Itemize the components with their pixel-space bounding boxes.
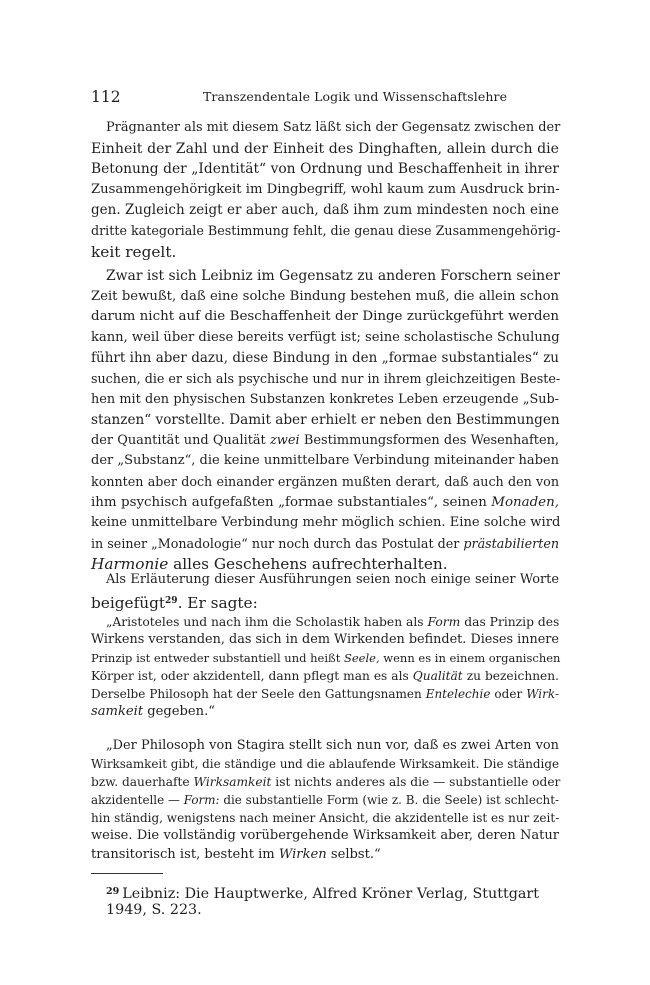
footnote-text: Leibniz: Die Hauptwerke, Alfred Kröner Verlag, Stuttgart 1949, S. 223. bbox=[106, 886, 539, 918]
footnote bbox=[106, 886, 560, 918]
text-run: Körper ist, oder akzidentell, dann pflegt man es als bbox=[91, 669, 413, 684]
paragraph-3 bbox=[91, 570, 559, 613]
text-run: alles Geschehens aufrechterhalten. bbox=[168, 555, 448, 574]
page-header bbox=[91, 88, 559, 108]
emphasis: Form bbox=[427, 615, 461, 629]
text-run: wenn es in einem organischen bbox=[379, 651, 561, 666]
text-run: Prinzip ist entweder substantiell und heißt bbox=[91, 651, 344, 666]
text-line: führt ihn aber dazu, diese Bindung in den „formae substantiales“ zu bbox=[91, 350, 559, 367]
text-run: das Prinzip des bbox=[460, 615, 560, 629]
text-run: transitorisch ist, besteht im bbox=[91, 846, 279, 862]
text-line: kann, weil über diese bereits verfügt ist; seine scholastische Schulung bbox=[91, 329, 560, 345]
text-line: „Der Philosoph von Stagira stellt sich nun vor, daß es zwei Arten von bbox=[106, 738, 559, 753]
footnote-reference[interactable]: 29 bbox=[165, 595, 178, 606]
text-line bbox=[91, 591, 559, 614]
text-line: Wirkens verstanden, das sich in dem Wirkenden befindet. Dieses innere bbox=[91, 632, 559, 648]
paragraph-1 bbox=[91, 118, 559, 262]
emphasis: Wirken bbox=[278, 846, 327, 862]
emphasis: prästabilierten bbox=[463, 535, 559, 551]
footnote-divider bbox=[91, 873, 163, 874]
text-line bbox=[91, 667, 559, 685]
block-quote-2 bbox=[91, 737, 559, 864]
text-run: bzw. dauerhafte bbox=[91, 775, 194, 790]
text-line: Als Erläuterung dieser Ausführungen seien noch einige seiner Worte bbox=[106, 572, 559, 587]
text-run: in seiner „Monadologie“ nur noch durch das Postulat der bbox=[91, 535, 464, 551]
text-line bbox=[91, 649, 559, 667]
text-line: stanzen“ vorstellte. Damit aber erhielt er neben den Bestimmungen bbox=[91, 412, 560, 429]
emphasis: Form: bbox=[183, 793, 220, 808]
text-line: Betonung der „Identität“ von Ordnung und Beschaffenheit in ihrer bbox=[91, 161, 559, 178]
text-line bbox=[91, 685, 559, 703]
text-line bbox=[91, 773, 559, 791]
emphasis: zwei bbox=[270, 432, 300, 448]
text-line: keit regelt. bbox=[91, 242, 177, 261]
text-line: gen. Zugleich zeigt er aber auch, daß ihm zum mindesten noch eine bbox=[91, 202, 559, 219]
text-line bbox=[91, 431, 559, 452]
text-line: Zusammengehörigkeit im Dingbegriff, wohl kaum zum Ausdruck brin- bbox=[91, 181, 560, 197]
text-line: keine unmittelbare Verbindung mehr möglich schien. Eine solche wird bbox=[91, 515, 561, 531]
emphasis: Harmonie bbox=[91, 555, 169, 574]
text-run: ihm psychisch aufgefaßten „formae substantiales“, seinen bbox=[91, 494, 492, 510]
text-line: Zwar ist sich Leibniz im Gegensatz zu anderen Forschern seiner bbox=[106, 268, 560, 284]
emphasis: samkeit bbox=[91, 704, 144, 720]
text-run: der Quantität und Qualität bbox=[91, 432, 271, 448]
emphasis: Wirk- bbox=[526, 687, 559, 702]
text-run: selbst.“ bbox=[326, 846, 381, 862]
text-run: . Er sagte: bbox=[177, 593, 258, 612]
emphasis: Monaden, bbox=[491, 494, 559, 510]
text-run: ist nichts anderes als die — substantielle oder bbox=[271, 775, 561, 790]
text-run: Bestimmungsformen des Wesenhaften, bbox=[299, 432, 560, 448]
text-line: darum nicht auf die Beschaffenheit der Dinge zurückgeführt werden bbox=[91, 309, 559, 325]
emphasis: Wirksamkeit bbox=[193, 775, 272, 790]
footnote-number: 29 bbox=[106, 886, 120, 897]
text-line bbox=[91, 791, 559, 809]
text-line: Einheit der Zahl und der Einheit des Dinghaften, allein durch die bbox=[91, 140, 559, 157]
text-line bbox=[91, 846, 559, 864]
text-line bbox=[91, 703, 559, 721]
text-line: hin ständig, wenigstens nach meiner Ansicht, die akzidentelle ist es nur zeit- bbox=[91, 811, 560, 826]
text-line: weise. Die vollständig vorübergehende Wirksamkeit aber, deren Natur bbox=[91, 828, 559, 844]
text-run: „Aristoteles und nach ihm die Scholastik haben als bbox=[106, 615, 428, 629]
text-line: suchen, die er sich als psychische und nur in ihrem gleichzeitigen Beste- bbox=[91, 370, 561, 386]
text-line: Zeit bewußt, daß eine solche Bindung bestehen muß, die allein schon bbox=[91, 288, 559, 304]
text-line: Prägnanter als mit diesem Satz läßt sich der Gegensatz zwischen der bbox=[106, 120, 561, 135]
text-line: dritte kategoriale Bestimmung fehlt, die genau diese Zusammengehörig- bbox=[91, 222, 561, 238]
text-run: gegeben.“ bbox=[143, 704, 215, 720]
text-run: akzidentelle — bbox=[91, 793, 184, 808]
text-run: Derselbe Philosoph hat der Seele den Gattungsnamen bbox=[91, 687, 426, 702]
text-line: der „Substanz“, die keine unmittelbare Verbindung miteinander haben bbox=[91, 453, 559, 469]
text-line bbox=[91, 534, 559, 555]
text-line: konnten aber doch einander ergänzen mußten derart, daß auch den von bbox=[91, 473, 559, 489]
emphasis: Qualität bbox=[412, 669, 463, 684]
page-number: 112 bbox=[91, 88, 121, 106]
text-run: die substantielle Form (wie z. B. die Seele) ist schlecht- bbox=[219, 793, 559, 808]
text-line: hen mit den physischen Substanzen konkretes Leben erzeugende „Sub- bbox=[91, 391, 559, 407]
emphasis: Seele, bbox=[343, 651, 380, 666]
running-title: Transzendentale Logik und Wissenschaftslehre bbox=[203, 89, 508, 104]
text-line bbox=[91, 613, 559, 631]
text-run: oder bbox=[490, 687, 527, 702]
text-line: Wirksamkeit gibt, die ständige und die ablaufende Wirksamkeit. Die ständige bbox=[91, 757, 559, 772]
text-run: zu bezeichnen. bbox=[462, 669, 559, 684]
text-run: beigefügt bbox=[91, 593, 166, 612]
paragraph-2 bbox=[91, 266, 559, 575]
block-quote-1 bbox=[91, 613, 559, 722]
text-line bbox=[91, 493, 559, 514]
emphasis: Entelechie bbox=[425, 687, 491, 702]
